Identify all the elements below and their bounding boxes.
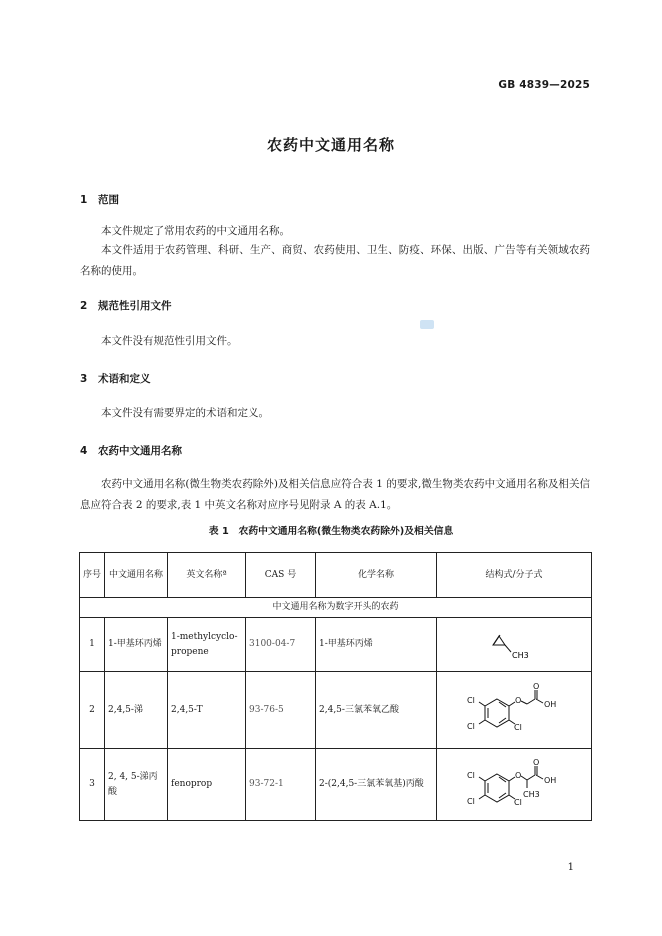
cell-structure <box>437 749 592 821</box>
cell-chem-name: 1-甲基环丙烯 <box>316 618 437 672</box>
structure-label: CH3 <box>512 650 529 660</box>
cell-no: 3 <box>80 749 105 821</box>
section-heading-4 <box>80 443 182 458</box>
table-header-row <box>80 553 592 598</box>
page-number: 1 <box>567 862 574 873</box>
group-label: 中文通用名称为数字开头的农药 <box>80 598 592 618</box>
paragraph: 本文件没有需要界定的术语和定义。 <box>101 407 269 419</box>
header-cell: 结构式/分子式 <box>437 553 592 598</box>
section-number: 1 <box>80 194 88 206</box>
structure-label: Cl <box>467 696 475 705</box>
table-row <box>80 749 592 821</box>
methyl-bond <box>505 645 511 652</box>
benzene-ring <box>485 774 509 802</box>
table-caption: 表 1 农药中文通用名称(微生物类农药除外)及相关信息 <box>208 526 454 537</box>
structure-label: CH3 <box>523 789 540 799</box>
cell-cas: 93-76-5 <box>246 672 316 749</box>
section-title: 农药中文通用名称 <box>98 445 182 457</box>
double-bond <box>494 635 500 644</box>
cell-chem-name: 2-(2,4,5-三氯苯氧基)丙酸 <box>316 749 437 821</box>
benzene-ring <box>485 699 509 727</box>
cell-en-name: 1-methylcyclo-propene <box>168 618 246 672</box>
section-heading-3 <box>80 371 151 386</box>
structure-label: Cl <box>467 796 475 806</box>
structure-label: OH <box>544 775 557 785</box>
cell-cn-name: 2,4,5-涕 <box>105 672 168 749</box>
header-cell: 序号 <box>80 553 105 598</box>
section-title: 术语和定义 <box>98 373 151 385</box>
cell-structure <box>437 618 592 672</box>
structure-label: O <box>533 757 540 767</box>
document-title: 农药中文通用名称 <box>266 136 395 154</box>
structure-label: Cl <box>514 723 522 732</box>
paragraph: 农药中文通用名称(微生物类农药除外)及相关信息应符合表 1 的要求,微生物类农药中文通用名称及相关信息应符合表 2 的要求,表 1 中英文名称对应序号见附录 A 的表 A.1。 <box>80 478 590 511</box>
molecule-structure-icon <box>459 679 569 741</box>
section-number: 4 <box>80 445 88 457</box>
section-title: 范围 <box>98 194 119 206</box>
standard-number: GB 4839—2025 <box>498 79 590 91</box>
structure-label: Cl <box>467 770 475 780</box>
molecule-structure-icon <box>459 756 569 814</box>
cell-en-name: fenoprop <box>168 749 246 821</box>
header-cell: 化学名称 <box>316 553 437 598</box>
header-cell: 英文名称ª <box>168 553 246 598</box>
structure-label: O <box>515 696 522 705</box>
cell-structure <box>437 672 592 749</box>
structure-label: Cl <box>514 797 522 807</box>
paragraph: 本文件规定了常用农药的中文通用名称。 <box>101 225 290 237</box>
section-heading-1 <box>80 192 119 207</box>
cell-cas: 3100-04-7 <box>246 618 316 672</box>
cell-chem-name: 2,4,5-三氯苯氧乙酸 <box>316 672 437 749</box>
pesticide-table <box>79 552 592 821</box>
header-cell: CAS 号 <box>246 553 316 598</box>
molecule-structure-icon <box>479 628 549 662</box>
cell-cn-name: 2, 4, 5-涕丙酸 <box>105 749 168 821</box>
structure-label: OH <box>544 700 557 709</box>
structure-label: O <box>515 770 522 780</box>
table-row <box>80 618 592 672</box>
paragraph: 本文件没有规范性引用文件。 <box>101 335 238 347</box>
cell-cn-name: 1-甲基环丙烯 <box>105 618 168 672</box>
structure-label: Cl <box>467 722 475 731</box>
cell-cas: 93-72-1 <box>246 749 316 821</box>
section-heading-2 <box>80 298 172 313</box>
cell-en-name: 2,4,5-T <box>168 672 246 749</box>
cell-no: 1 <box>80 618 105 672</box>
section-title: 规范性引用文件 <box>98 300 172 312</box>
table-group-row <box>80 598 592 618</box>
section-number: 3 <box>80 373 88 385</box>
structure-label: O <box>533 682 540 691</box>
paragraph: 本文件适用于农药管理、科研、生产、商贸、农药使用、卫生、防疫、环保、出版、广告等有关领域农药名称的使用。 <box>80 244 590 277</box>
section-number: 2 <box>80 300 88 312</box>
table-row <box>80 672 592 749</box>
cell-no: 2 <box>80 672 105 749</box>
header-cell: 中文通用名称 <box>105 553 168 598</box>
watermark-logo <box>420 320 434 329</box>
